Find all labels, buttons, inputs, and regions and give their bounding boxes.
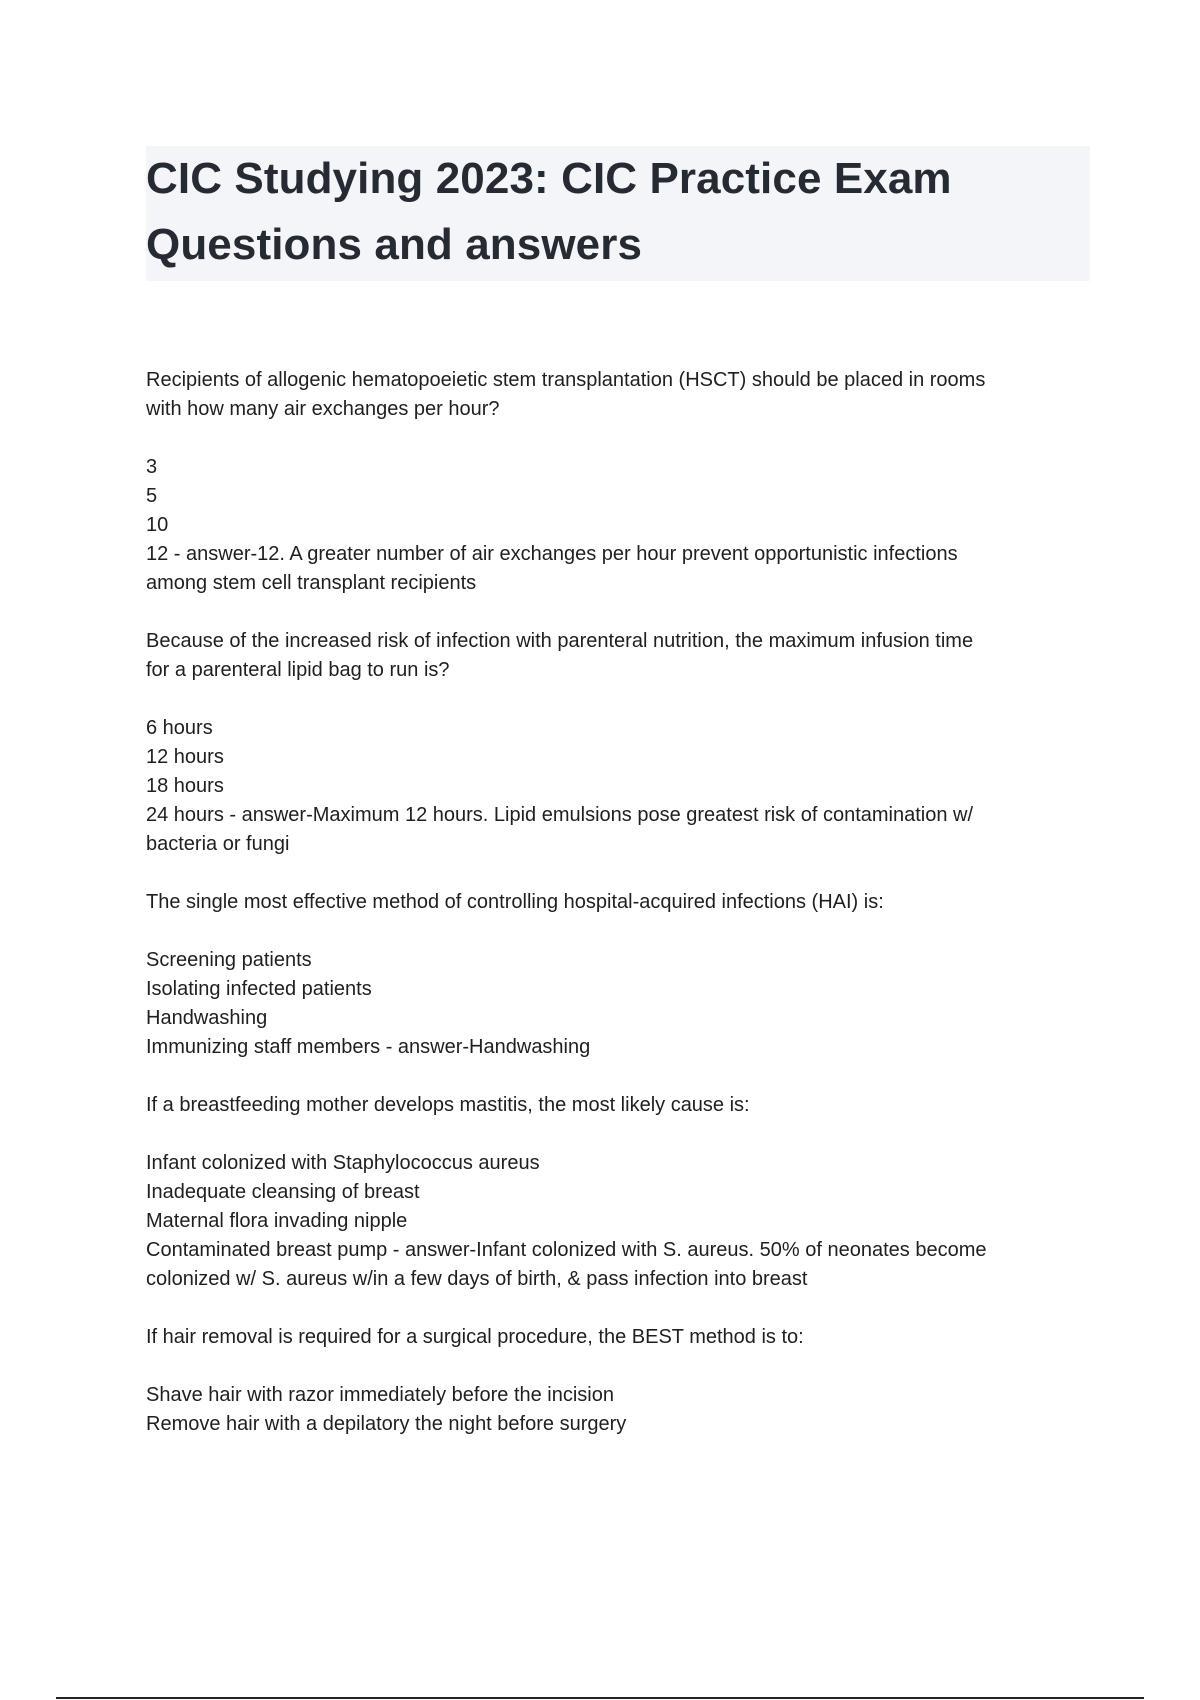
title-line: CIC Studying 2023: CIC Practice Exam [146, 154, 952, 203]
question-text-line: The single most effective method of controlling hospital-acquired infections (HAI) is: [146, 891, 884, 913]
option-line: Immunizing staff members - answer-Handwashing [146, 1036, 591, 1058]
option-line: Isolating infected patients [146, 978, 372, 1000]
document-title [146, 146, 952, 278]
option-line: Maternal flora invading nipple [146, 1210, 408, 1232]
question-text-line: with how many air exchanges per hour? [146, 398, 500, 420]
question-text-line: If a breastfeeding mother develops mastitis, the most likely cause is: [146, 1094, 750, 1116]
option-line: 12 hours [146, 746, 224, 768]
option-line: Remove hair with a depilatory the night before surgery [146, 1413, 627, 1435]
option-line: 18 hours [146, 775, 224, 797]
option-line: bacteria or fungi [146, 833, 290, 855]
question-block [146, 1091, 1086, 1120]
question-block [146, 627, 1086, 685]
options-block [146, 453, 1086, 598]
question-block [146, 366, 1086, 424]
option-line: Infant colonized with Staphylococcus aureus [146, 1152, 540, 1174]
title-banner [146, 146, 1090, 281]
option-line: 12 - answer-12. A greater number of air exchanges per hour prevent opportunistic infections [146, 543, 958, 565]
option-line: Screening patients [146, 949, 312, 971]
title-line: Questions and answers [146, 220, 643, 269]
option-line: Shave hair with razor immediately before the incision [146, 1384, 614, 1406]
option-line: 10 [146, 514, 169, 536]
option-line: Inadequate cleansing of breast [146, 1181, 420, 1203]
question-text-line: Because of the increased risk of infection with parenteral nutrition, the maximum infusion time [146, 630, 974, 652]
options-block [146, 1381, 1086, 1439]
question-block [146, 1323, 1086, 1352]
question-text-line: for a parenteral lipid bag to run is? [146, 659, 450, 681]
option-line: Contaminated breast pump - answer-Infant colonized with S. aureus. 50% of neonates become [146, 1239, 987, 1261]
options-block [146, 1149, 1086, 1294]
footer-divider [56, 1697, 1144, 1699]
option-line: colonized w/ S. aureus w/in a few days of birth, & pass infection into breast [146, 1268, 808, 1290]
option-line: 6 hours [146, 717, 213, 739]
option-line: 5 [146, 485, 158, 507]
option-line: Handwashing [146, 1007, 268, 1029]
question-text-line: If hair removal is required for a surgical procedure, the BEST method is to: [146, 1326, 804, 1348]
qa-content [146, 366, 1086, 1468]
question-block [146, 888, 1086, 917]
question-text-line: Recipients of allogenic hematopoeietic stem transplantation (HSCT) should be placed in rooms [146, 369, 986, 391]
options-block [146, 946, 1086, 1062]
option-line: 3 [146, 456, 158, 478]
option-line: among stem cell transplant recipients [146, 572, 477, 594]
option-line: 24 hours - answer-Maximum 12 hours. Lipid emulsions pose greatest risk of contamination w/ [146, 804, 974, 826]
options-block [146, 714, 1086, 859]
